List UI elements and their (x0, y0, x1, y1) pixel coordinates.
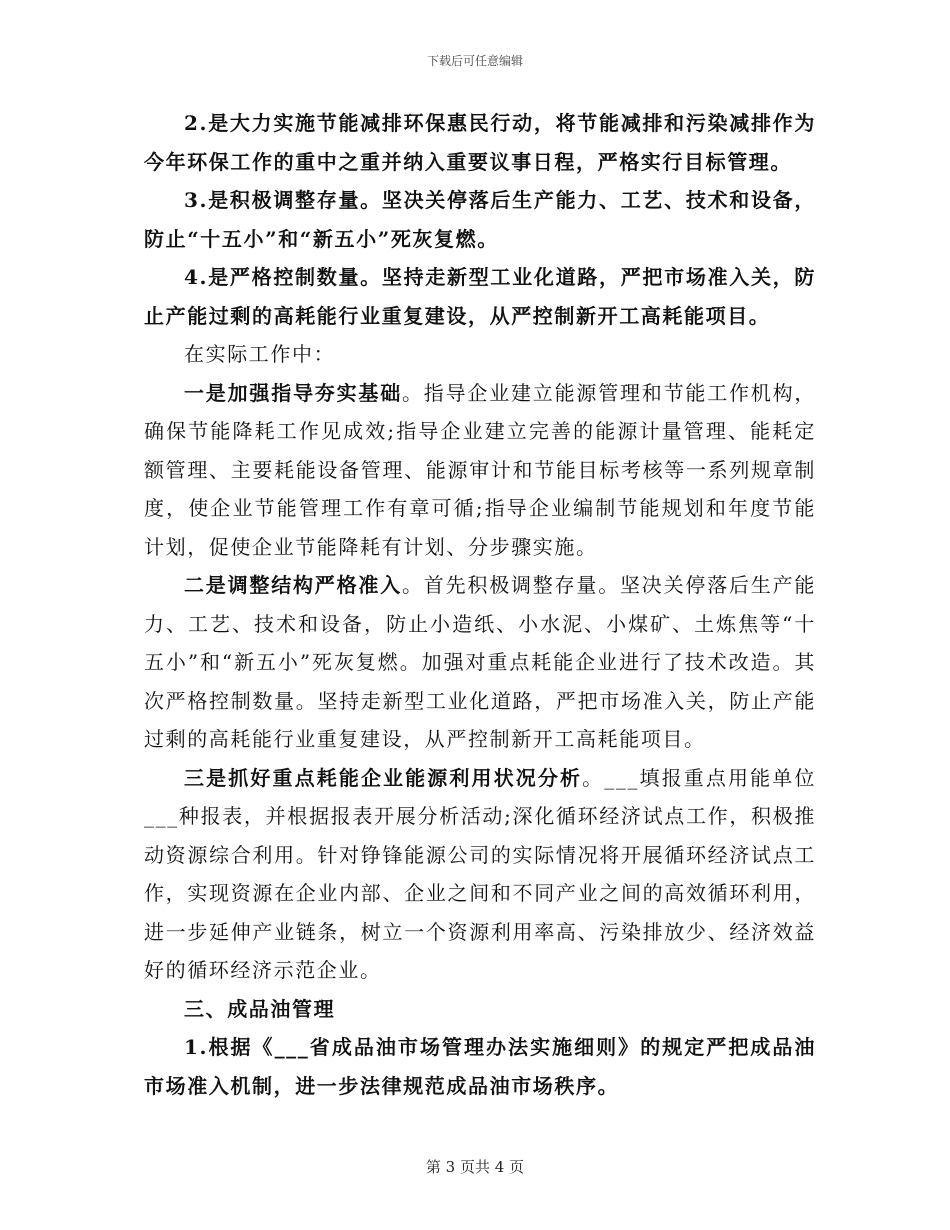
paragraph-guidance-body: 。指导企业建立能源管理和节能工作机构，确保节能降耗工作见成效;指导企业建立完善的能源计量管理、能耗定额管理、主要耗能设备管理、能源审计和节能目标考核等一系列规章制度，使企业节能管理工作有章可循;指导企业编制节能规划和年度节能计划，促使企业节能降耗有计划、分步骤实施。 (144, 380, 816, 559)
paragraph-adjust-stock: 3.是积极调整存量。坚决关停落后生产能力、工艺、技术和设备，防止“十五小”和“新五小”死灰复燃。 (144, 188, 816, 251)
paragraph-structure-adjustment-body: 。首先积极调整存量。坚决关停落后生产能力、工艺、技术和设备，防止小造纸、小水泥、小煤矿、土炼焦等“十五小”和“新五小”死灰复燃。加强对重点耗能企业进行了技术改造。其次严格控制数量。坚持走新型工业化道路，严把市场准入关，防止产能过剩的高耗能行业重复建设，从严控制新开工高耗能项目。 (144, 573, 816, 751)
document-body (144, 104, 816, 1105)
paragraph-structure-adjustment (144, 566, 816, 759)
section-heading-refined-oil: 三、成品油管理 (184, 996, 336, 1021)
page-header: 下载后可任意编辑 (426, 54, 523, 68)
paragraph-energy-analysis-lead: 三是抓好重点耗能企业能源利用状况分析 (184, 765, 583, 790)
page-number: 第 3 页共 4 页 (425, 1158, 525, 1176)
paragraph-structure-adjustment-lead: 二是调整结构严格准入 (184, 573, 402, 597)
paragraph-energy-analysis-body: 。___填报重点用能单位___种报表，并根据报表开展分析活动;深化循环经济试点工作，积极推动资源综合利用。针对铮锋能源公司的实际情况将开展循环经济试点工作，实现资源在企业内部、企业之间和不同产业之间的高效循环利用，进一步延伸产业链条，树立一个资源利用率高、污染排放少、经济效益好的循环经济示范企业。 (144, 765, 816, 982)
paragraph-guidance (144, 374, 816, 567)
paragraph-energy-saving-action: 2.是大力实施节能减排环保惠民行动，将节能减排和污染减排作为今年环保工作的重中之重并纳入重要议事日程，严格实行目标管理。 (144, 111, 816, 174)
paragraph-in-practice: 在实际工作中： (184, 342, 336, 366)
paragraph-energy-analysis (144, 759, 816, 990)
paragraph-control-quantity: 4.是严格控制数量。坚持走新型工业化道路，严把市场准入关，防止产能过剩的高耗能行业重复建设，从严控制新开工高耗能项目。 (144, 265, 816, 328)
paragraph-guidance-lead: 一是加强指导夯实基础 (184, 380, 402, 405)
paragraph-oil-market-access: 1.根据《___省成品油市场管理办法实施细则》的规定严把成品油市场准入机制，进一步法律规范成品油市场秩序。 (144, 1035, 816, 1098)
